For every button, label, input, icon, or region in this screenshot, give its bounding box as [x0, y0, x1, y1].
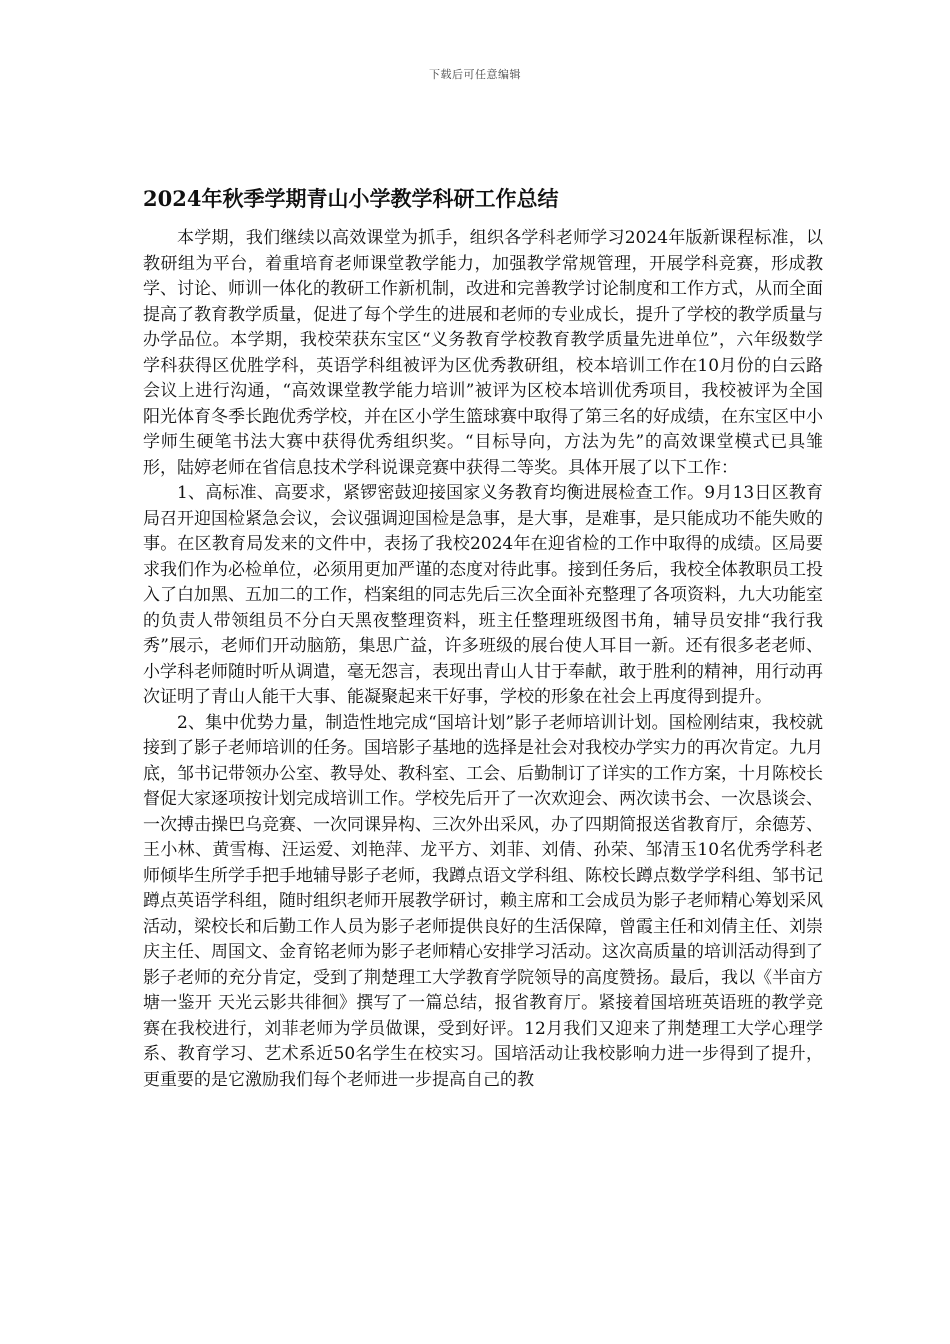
- document-title: 2024年秋季学期青山小学教学科研工作总结: [143, 186, 559, 211]
- paragraph-item-1: 1、高标准、高要求，紧锣密鼓迎接国家义务教育均衡进展检查工作。9月13日区教育局召开迎国检紧急会议，会议强调迎国检是急事，是大事，是难事，是只能成功不能失败的事。在区教育局发来的文件中，表扬了我校2024年在迎省检的工作中取得的成绩。区局要求我们作为必检单位，必须用更加严谨的态度对待此事。接到任务后，我校全体教职员工投入了白加黑、五加二的工作，档案组的同志先后三次全面补充整理了各项资料，九大功能室的负责人带领组员不分白天黑夜整理资料，班主任整理班级图书角，辅导员安排“我行我秀”展示，老师们开动脑筋，集思广益，许多班级的展台使人耳目一新。还有很多老老师、小学科老师随时听从调遣，毫无怨言，表现出青山人甘于奉献，敢于胜利的精神，用行动再次证明了青山人能干大事、能凝聚起来干好事，学校的形象在社会上再度得到提升。: [143, 483, 823, 707]
- page-header-note: 下载后可任意编辑: [429, 68, 521, 81]
- paragraph-item-2: 2、集中优势力量，制造性地完成“国培计划”影子老师培训计划。国检刚结束，我校就接到了影子老师培训的任务。国培影子基地的选择是社会对我校办学实力的再次肯定。九月底，邹书记带领办公室、教导处、教科室、工会、后勤制订了详实的工作方案，十月陈校长督促大家逐项按计划完成培训工作。学校先后开了一次欢迎会、两次读书会、一次恳谈会、一次搏击操巴乌竞赛、一次同课异构、三次外出采风，办了四期简报送省教育厅，余德芳、王小林、黄雪梅、汪运爱、刘艳萍、龙平方、刘菲、刘倩、孙荣、邹清玉10名优秀学科老师倾毕生所学手把手地辅导影子老师，我蹲点语文学科组、陈校长蹲点数学学科组、邹书记蹲点英语学科组，随时组织老师开展教学研讨，赖主席和工会成员为影子老师精心筹划采风活动，梁校长和后勤工作人员为影子老师提供良好的生活保障，曾霞主任和刘倩主任、刘崇庆主任、周国文、金育铭老师为影子老师精心安排学习活动。这次高质量的培训活动得到了影子老师的充分肯定，受到了荆楚理工大学教育学院领导的高度赞扬。最后，我以《半亩方塘一鉴开 天光云影共徘徊》撰写了一篇总结，报省教育厅。紧接着国培班英语班的教学竞赛在我校进行，刘菲老师为学员做课，受到好评。12月我们又迎来了荆楚理工大学心理学系、教育学习、艺术系近50名学生在校实习。国培活动让我校影响力进一步得到了提升，更重要的是它激励我们每个老师进一步提高自己的教: [143, 712, 823, 1090]
- paragraph-intro: 本学期，我们继续以高效课堂为抓手，组织各学科老师学习2024年版新课程标准，以教研组为平台，着重培育老师课堂教学能力，加强教学常规管理，开展学科竞赛，形成教学、讨论、师训一体化的教研工作新机制，改进和完善教学讨论制度和工作方式，从而全面提高了教育教学质量，促进了每个学生的进展和老师的专业成长，提升了学校的教学质量与办学品位。本学期，我校荣获东宝区“义务教育学校教育教学质量先进单位”，六年级数学学科获得区优胜学科，英语学科组被评为区优秀教研组，校本培训工作在10月份的白云路会议上进行沟通，“高效课堂教学能力培训”被评为区校本培训优秀项目，我校被评为全国阳光体育冬季长跑优秀学校，并在区小学生篮球赛中取得了第三名的好成绩，在东宝区中小学师生硬笔书法大赛中获得优秀组织奖。“目标导向，方法为先”的高效课堂模式已具雏形，陆婷老师在省信息技术学科说课竞赛中获得二等奖。具体开展了以下工作：: [143, 228, 823, 478]
- document-body: [143, 226, 823, 1093]
